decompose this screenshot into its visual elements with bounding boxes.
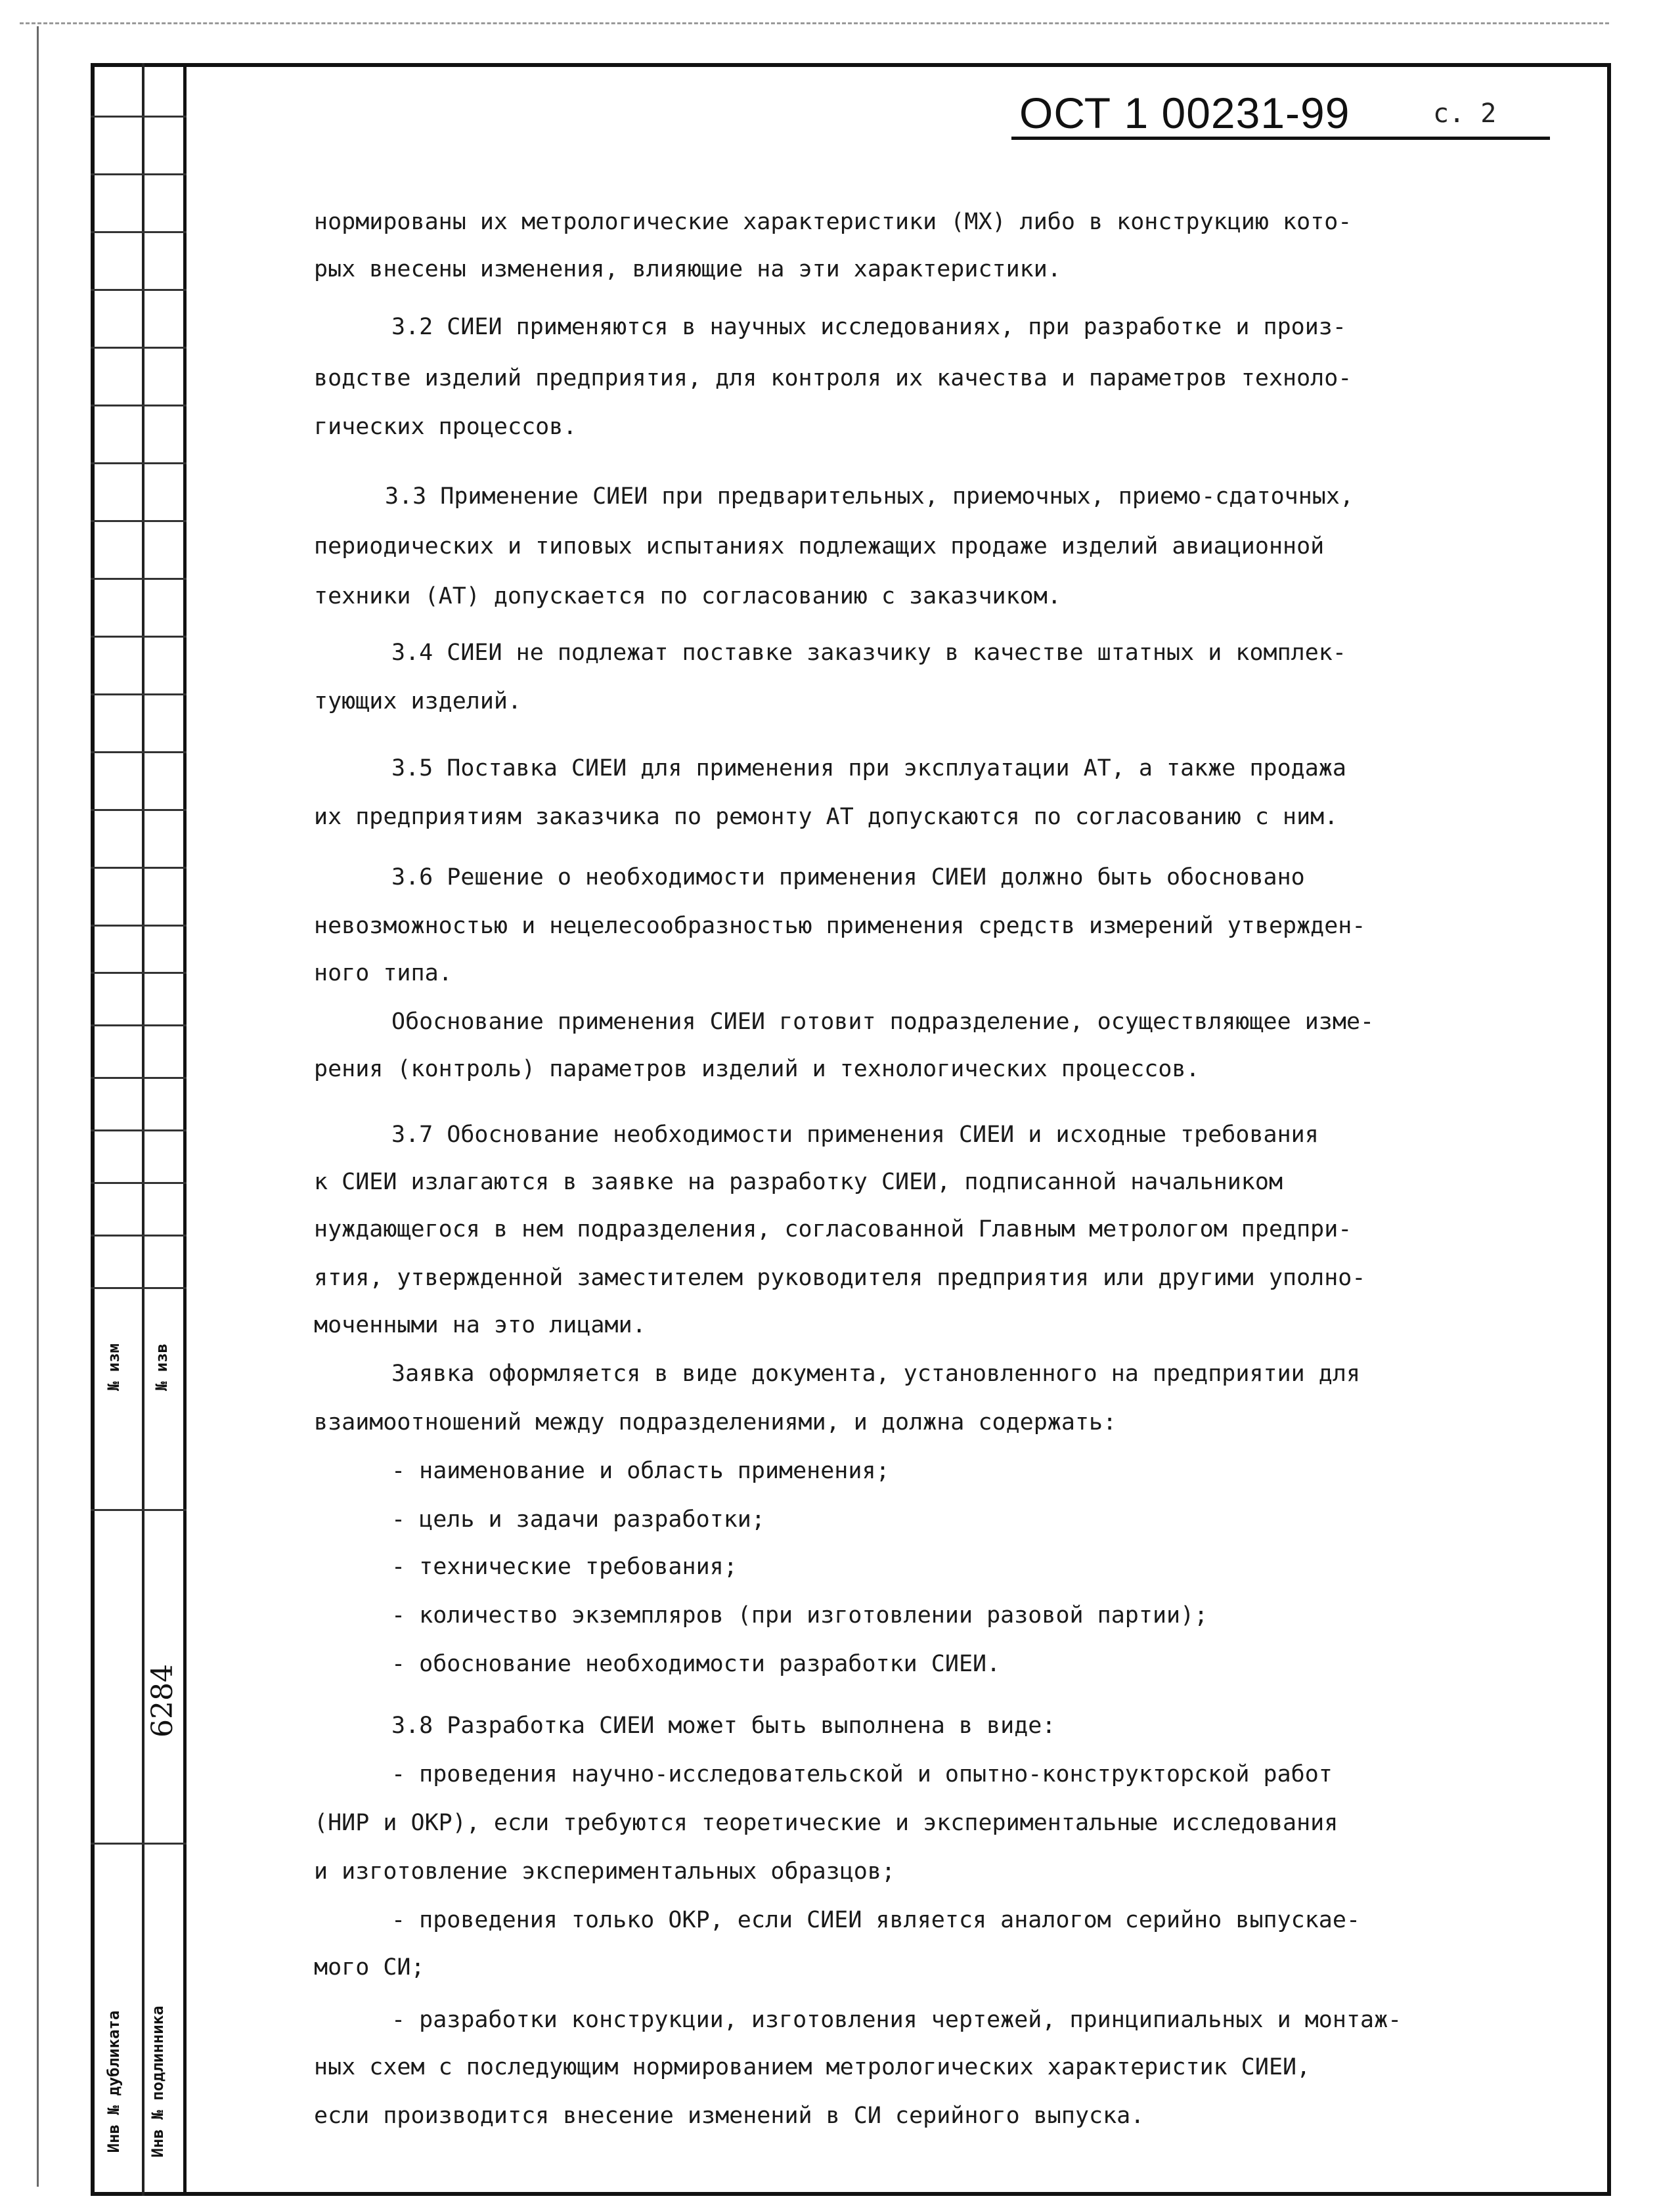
text-line: 3.6 Решение о необходимости применения СИЕИ должно быть обосновано xyxy=(391,864,1305,890)
margin-cell-divider xyxy=(91,1235,187,1237)
text-line: 3.5 Поставка СИЕИ для применения при эксплуатации АТ, а также продажа xyxy=(391,755,1346,781)
margin-cell-divider xyxy=(91,1129,187,1131)
text-line: техники (АТ) допускается по согласованию с заказчиком. xyxy=(314,583,1061,609)
text-line: к СИЕИ излагаются в заявке на разработку СИЕИ, подписанной начальником xyxy=(314,1169,1283,1195)
list-item: - технические требования; xyxy=(391,1554,738,1580)
margin-cell-divider xyxy=(91,405,187,406)
margin-cell-divider xyxy=(91,1287,187,1289)
text-line: ятия, утвержденной заместителем руководителя предприятия или другими уполно- xyxy=(314,1265,1366,1291)
dup-inv-label: Инв № дубликата xyxy=(104,2010,123,2153)
text-line: водстве изделий предприятия, для контроля их качества и параметров техноло- xyxy=(314,365,1352,391)
margin-cell-divider xyxy=(91,972,187,974)
margin-cell-divider xyxy=(91,1182,187,1184)
margin-cell-divider xyxy=(91,116,187,118)
margin-cell-divider xyxy=(91,636,187,638)
list-item: - количество экземпляров (при изготовлении разовой партии); xyxy=(391,1602,1208,1629)
list-item: - проведения только ОКР, если СИЕИ является аналогом серийно выпускае- xyxy=(391,1907,1361,1933)
margin-cell-divider xyxy=(91,520,187,522)
orig-inv-label: Инв № подлинника xyxy=(148,2005,167,2158)
scan-edge-left xyxy=(37,26,39,2187)
margin-cell-divider xyxy=(91,231,187,233)
text-line: их предприятиям заказчика по ремонту АТ допускаются по согласованию с ним. xyxy=(314,804,1338,830)
text-line: (НИР и ОКР), если требуются теоретические и экспериментальные исследования xyxy=(314,1810,1338,1836)
text-line: ного типа. xyxy=(314,960,453,986)
list-item: - наименование и область применения; xyxy=(391,1458,890,1484)
margin-cell-divider xyxy=(91,578,187,580)
notice-no-label: № изв xyxy=(152,1343,171,1391)
text-line: нормированы их метрологические характеристики (МХ) либо в конструкцию кото- xyxy=(314,209,1352,235)
text-line: невозможностью и нецелесообразностью применения средств измерений утвержден- xyxy=(314,913,1366,939)
scan-edge-top xyxy=(20,22,1609,24)
text-line: 3.3 Применение СИЕИ при предварительных, приемочных, приемо-сдаточных, xyxy=(385,483,1354,510)
margin-cell-divider xyxy=(91,925,187,927)
text-line: нуждающегося в нем подразделения, согласованной Главным метрологом предпри- xyxy=(314,1216,1352,1242)
margin-cell-divider xyxy=(91,1509,187,1511)
page-header xyxy=(1011,84,1550,143)
text-line: ных схем с последующим нормированием метрологических характеристик СИЕИ, xyxy=(314,2054,1311,2080)
text-line: тующих изделий. xyxy=(314,688,522,714)
text-line: рения (контроль) параметров изделий и технологических процессов. xyxy=(314,1056,1200,1082)
margin-cell-divider xyxy=(91,289,187,291)
margin-cell-divider xyxy=(91,809,187,811)
text-line: Обоснование применения СИЕИ готовит подразделение, осуществляющее изме- xyxy=(391,1009,1375,1035)
list-item: - проведения научно-исследовательской и опытно-конструкторской работ xyxy=(391,1761,1333,1787)
margin-cell-divider xyxy=(91,751,187,753)
margin-cell-divider xyxy=(91,462,187,464)
text-line: 3.7 Обоснование необходимости применения СИЕИ и исходные требования xyxy=(391,1122,1319,1148)
text-line: 3.4 СИЕИ не подлежат поставке заказчику в качестве штатных и комплек- xyxy=(391,640,1346,666)
text-line: периодических и типовых испытаниях подлежащих продаже изделий авиационной xyxy=(314,533,1325,559)
text-line: 3.8 Разработка СИЕИ может быть выполнена в виде: xyxy=(391,1713,1056,1739)
list-item: - обоснование необходимости разработки СИЕИ. xyxy=(391,1651,1001,1677)
text-line: взаимоотношений между подразделениями, и должна содержать: xyxy=(314,1409,1117,1435)
header-rule xyxy=(1011,137,1550,140)
margin-cell-divider xyxy=(91,1077,187,1079)
text-line: гических процессов. xyxy=(314,414,577,440)
text-line: и изготовление экспериментальных образцов; xyxy=(314,1858,896,1885)
text-line: мого СИ; xyxy=(314,1954,425,1981)
list-item: - цель и задачи разработки; xyxy=(391,1506,765,1533)
orig-inv-value: 6284 xyxy=(146,1664,179,1738)
text-line: 3.2 СИЕИ применяются в научных исследованиях, при разработке и произ- xyxy=(391,314,1346,340)
margin-cell-divider xyxy=(91,867,187,869)
margin-cell-divider xyxy=(91,347,187,349)
text-line: рых внесены изменения, влияющие на эти характеристики. xyxy=(314,256,1061,282)
doc-code: ОСТ 1 00231-99 xyxy=(1019,89,1350,137)
rev-no-label: № изм xyxy=(104,1343,123,1391)
margin-cell-divider xyxy=(91,1843,187,1845)
list-item: - разработки конструкции, изготовления чертежей, принципиальных и монтаж- xyxy=(391,2007,1402,2033)
margin-cell-divider xyxy=(91,173,187,175)
margin-cell-divider xyxy=(91,1024,187,1026)
page-number: с. 2 xyxy=(1433,99,1497,129)
text-line: Заявка оформляется в виде документа, установленного на предприятии для xyxy=(391,1361,1361,1387)
text-line: если производится внесение изменений в СИ серийного выпуска. xyxy=(314,2103,1145,2129)
margin-cell-divider xyxy=(91,693,187,695)
text-line: моченными на это лицами. xyxy=(314,1312,646,1338)
